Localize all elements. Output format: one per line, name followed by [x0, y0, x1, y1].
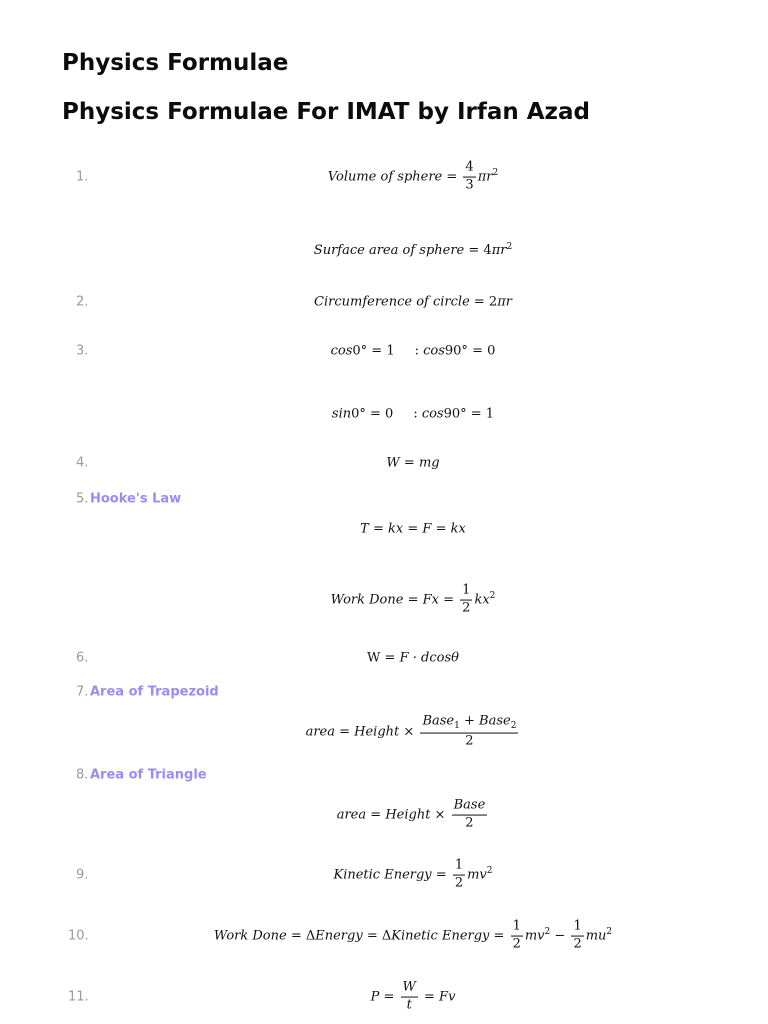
formula-kinetic: Kinetic Energy = $\frac{1}{2}$ $mv^2$: [333, 857, 493, 891]
list-number: 6.: [76, 650, 89, 666]
list-number: 1.: [76, 169, 89, 185]
formula-circumference: Circumference of circle = 2πr: [314, 294, 512, 310]
formula-trig-sin: sin0° = 0 : cos90° = 1: [331, 406, 495, 422]
list-number: 2.: [76, 294, 89, 310]
formula-sphere-surface: Surface area of sphere = $4\pi r^2$: [313, 241, 513, 259]
formula-hooke-force: T = kx = F = kx: [360, 521, 466, 537]
list-number: 11.: [68, 989, 89, 1005]
formula-triangle: area = Height × $\frac{\text{Base}}{2}$: [336, 797, 486, 831]
formula-power: P = $\frac{W}{t}$ = Fv: [370, 979, 456, 1013]
link-area-of-trapezoid[interactable]: Area of Trapezoid: [90, 684, 219, 700]
page-subtitle: Physics Formulae For IMAT by Irfan Azad: [62, 99, 590, 125]
link-hookes-law[interactable]: Hooke's Law: [90, 491, 182, 507]
link-area-of-triangle[interactable]: Area of Triangle: [90, 767, 207, 783]
formula-sphere-volume: Volume of sphere = $\frac{4}{3}$ $\pi r^2$: [327, 159, 499, 193]
list-number: 3.: [76, 343, 89, 359]
page-title: Physics Formulae: [62, 50, 289, 76]
list-number: 5.: [76, 491, 89, 507]
list-number: 4.: [76, 455, 89, 471]
formula-work: W = F · dcosθ: [367, 650, 459, 666]
list-number: 8.: [76, 767, 89, 783]
formula-weight: W = mg: [386, 455, 440, 471]
list-number: 10.: [68, 928, 89, 944]
formula-trig-cos: cos0° = 1 : cos90° = 0: [330, 343, 496, 359]
formula-hooke-work: Work Done = Fx = $\frac{1}{2}$ $kx^2$: [330, 582, 496, 616]
list-number: 9.: [76, 867, 89, 883]
list-number: 7.: [76, 684, 89, 700]
formula-work-energy: Work Done = ΔEnergy = ΔKinetic Energy = $\frac{1}{2}$ $mv^2$ − $\frac{1}{2}$ $mu^2$: [213, 918, 613, 952]
formula-trapezoid: area = Height × $\frac{Base_1 + Base_2}{2}$: [305, 713, 517, 749]
